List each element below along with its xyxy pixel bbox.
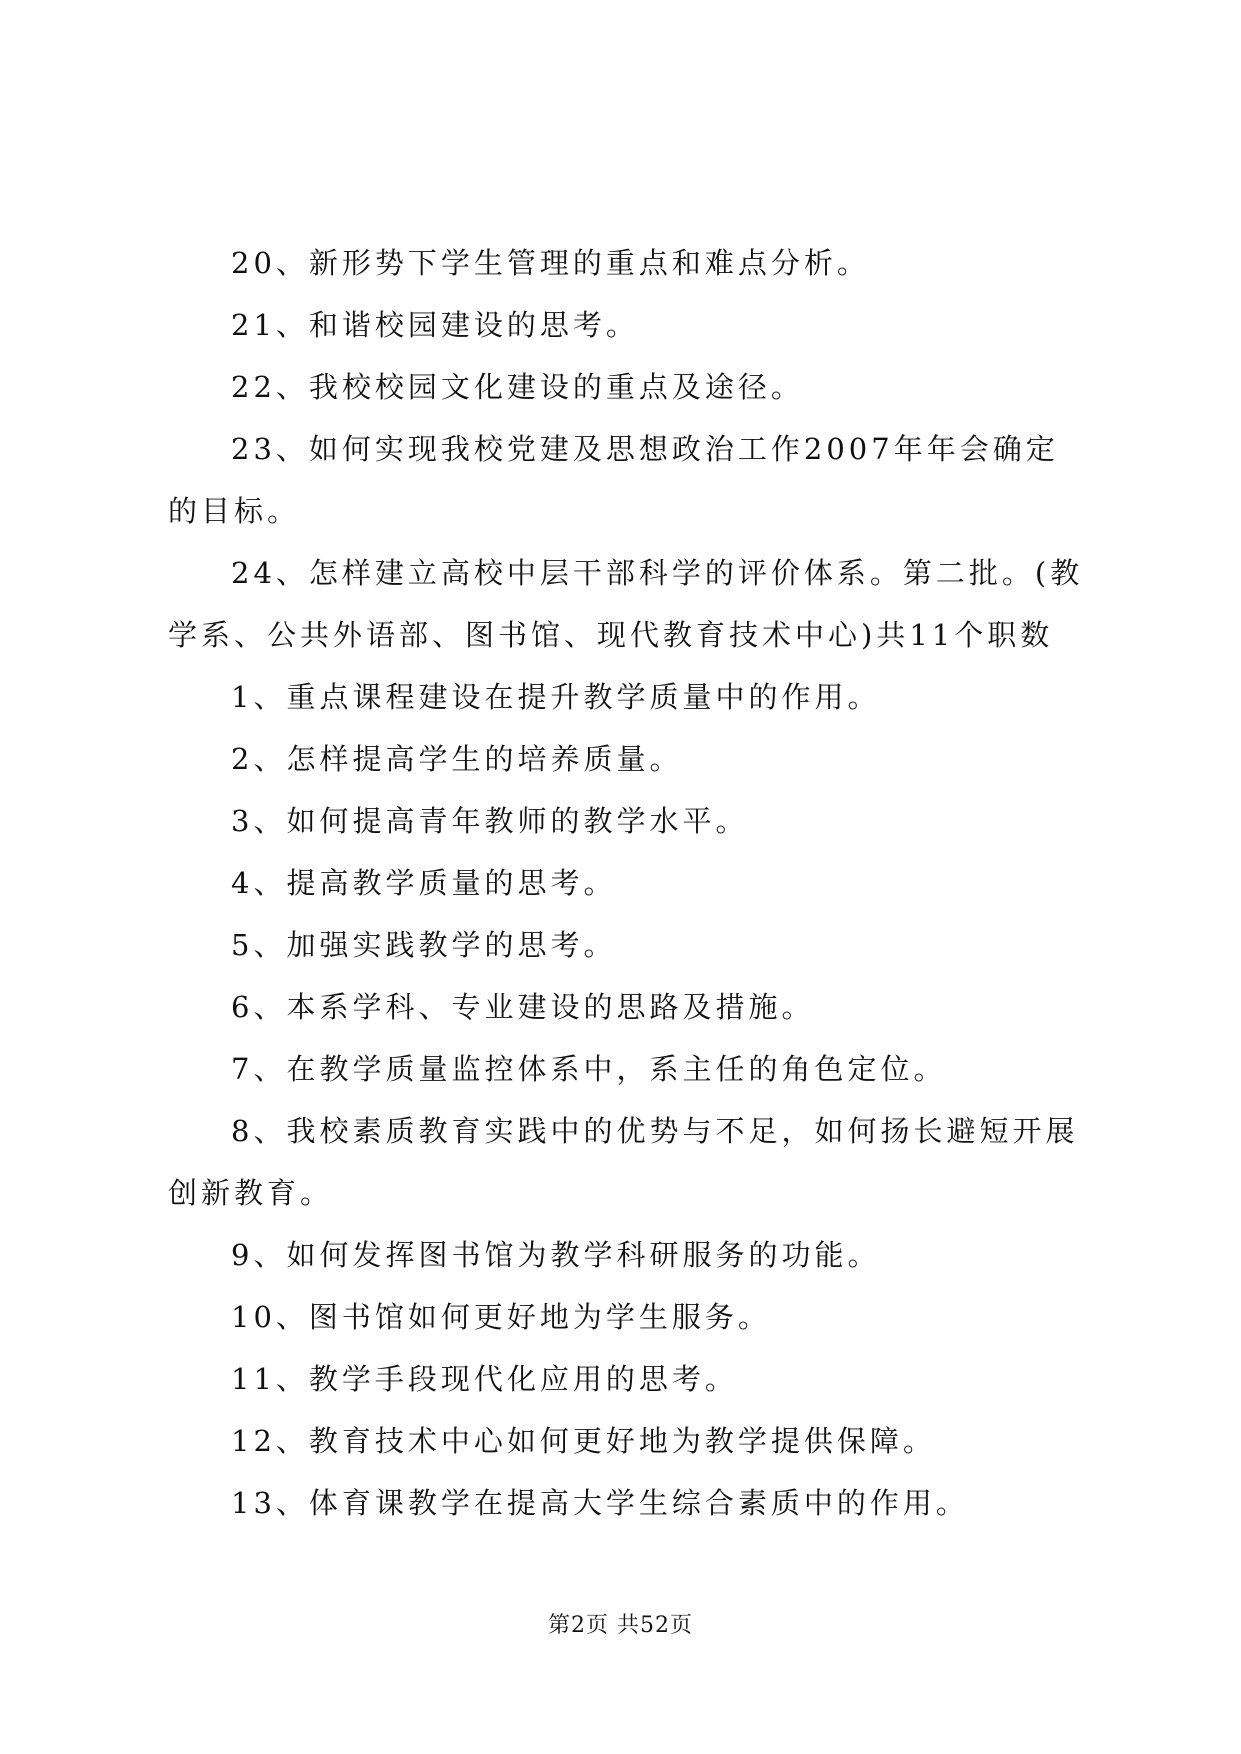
paragraph: 9、如何发挥图书馆为教学科研服务的功能。 xyxy=(231,1238,881,1272)
paragraph: 12、教育技术中心如何更好地为教学提供保障。 xyxy=(231,1424,936,1458)
paragraph: 6、本系学科、专业建设的思路及措施。 xyxy=(231,990,815,1024)
paragraph: 1、重点课程建设在提升教学质量中的作用。 xyxy=(231,680,881,714)
paragraph: 2、怎样提高学生的培养质量。 xyxy=(231,742,683,776)
paragraph: 4、提高教学质量的思考。 xyxy=(231,866,617,900)
paragraph: 20、新形势下学生管理的重点和难点分析。 xyxy=(231,246,870,280)
paragraph: 10、图书馆如何更好地为学生服务。 xyxy=(231,1300,771,1334)
paragraph: 5、加强实践教学的思考。 xyxy=(231,928,617,962)
paragraph: 22、我校校园文化建设的重点及途径。 xyxy=(231,370,804,404)
page-number-footer: 第2页 共52页 xyxy=(548,1613,693,1638)
paragraph: 11、教学手段现代化应用的思考。 xyxy=(231,1362,738,1396)
paragraph: 21、和谐校园建设的思考。 xyxy=(231,308,639,342)
paragraph: 3、如何提高青年教师的教学水平。 xyxy=(231,804,749,838)
paragraph: 24、怎样建立高校中层干部科学的评价体系。第二批。(教学系、公共外语部、图书馆、现代教育技术中心)共11个职数 xyxy=(168,556,1084,652)
paragraph: 8、我校素质教育实践中的优势与不足，如何扬长避短开展创新教育。 xyxy=(168,1114,1079,1210)
paragraph: 7、在教学质量监控体系中，系主任的角色定位。 xyxy=(231,1052,947,1086)
paragraph: 23、如何实现我校党建及思想政治工作2007年年会确定的目标。 xyxy=(168,432,1059,528)
document-body xyxy=(168,232,1086,1534)
paragraph: 13、体育课教学在提高大学生综合素质中的作用。 xyxy=(231,1486,969,1520)
